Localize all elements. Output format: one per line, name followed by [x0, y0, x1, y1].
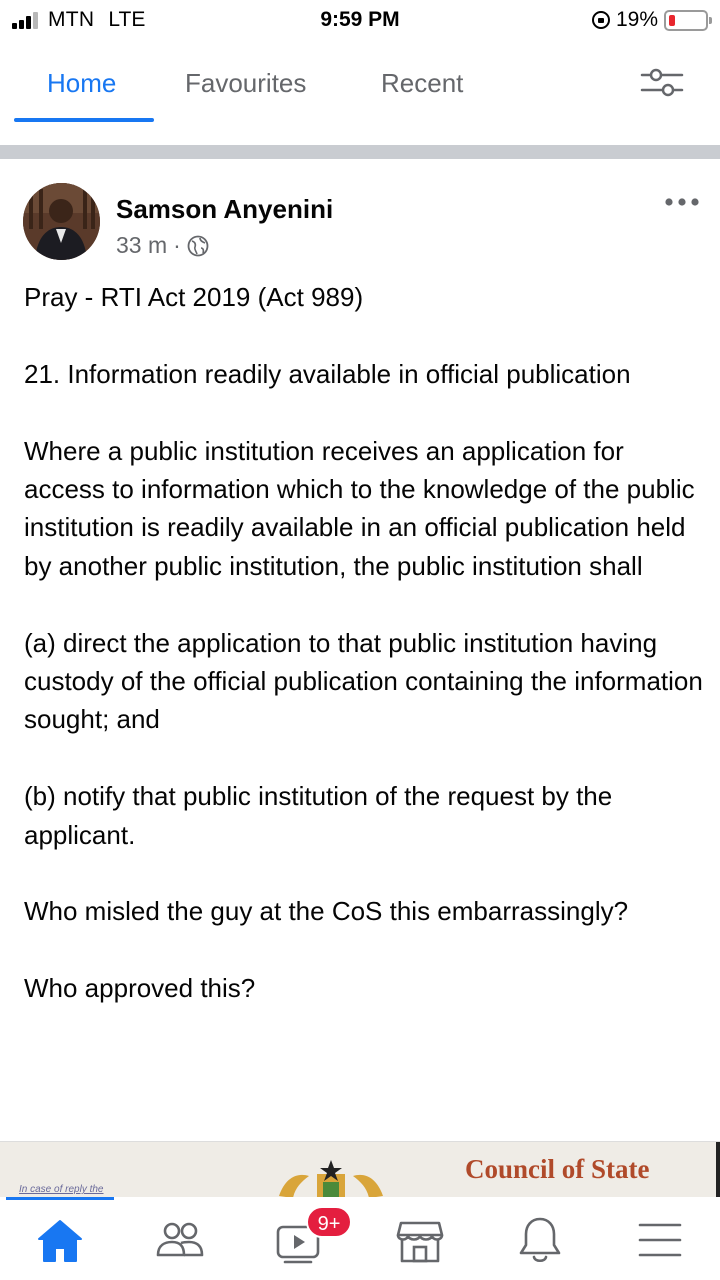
post-paragraph: Who misled the guy at the CoS this embarrassingly?	[24, 896, 629, 927]
menu-icon[interactable]	[633, 1215, 687, 1265]
post-paragraph: Where a public institution receives an application for access to information which to the knowledge of the public institution is readily available in an official publication held by another public institution, the public institution shall	[24, 435, 702, 581]
notifications-icon[interactable]	[513, 1215, 567, 1265]
bottom-nav	[0, 1197, 720, 1280]
post-paragraph: Pray - RTI Act 2019 (Act 989)	[24, 282, 364, 312]
post-paragraph: 21. Information readily available in official publication	[24, 358, 631, 389]
watch-notification-badge: 9+	[306, 1206, 352, 1238]
marketplace-icon[interactable]	[393, 1215, 447, 1265]
status-right	[592, 8, 708, 32]
friends-icon[interactable]	[153, 1215, 207, 1265]
status-time: 9:59 PM	[320, 8, 400, 31]
status-bar	[0, 0, 720, 40]
network-type: LTE	[108, 8, 146, 31]
tab-favourites[interactable]: Favourites	[185, 68, 307, 98]
image-edge	[716, 1142, 720, 1197]
post-meta	[116, 232, 209, 259]
meta-separator: ·	[173, 232, 181, 258]
tab-recent[interactable]: Recent	[381, 68, 464, 98]
feed-tabs	[0, 42, 720, 124]
globe-icon	[187, 235, 209, 257]
coat-of-arms-icon	[275, 1158, 387, 1197]
post-paragraph: (a) direct the application to that public institution having custody of the official publication containing the information sought; and	[24, 627, 711, 735]
orientation-lock-icon	[592, 11, 610, 29]
council-of-state-heading: Council of State	[465, 1154, 650, 1184]
carrier-name: MTN	[48, 8, 95, 31]
battery-percent: 19%	[615, 8, 658, 31]
home-icon[interactable]	[33, 1215, 87, 1265]
filter-settings-icon[interactable]	[640, 68, 684, 98]
tab-home[interactable]: Home	[47, 68, 117, 98]
post-paragraph: Who approved this?	[24, 973, 256, 1004]
active-nav-indicator	[6, 1197, 114, 1200]
avatar[interactable]	[23, 183, 100, 260]
letter-reply-note: In case of reply the	[19, 1184, 104, 1195]
feed-divider	[0, 145, 720, 159]
post-time[interactable]: 33 m	[116, 232, 168, 258]
post-image[interactable]	[0, 1141, 720, 1197]
battery-icon	[664, 10, 708, 31]
post-author-name[interactable]: Samson Anyenini	[116, 194, 334, 224]
post-paragraph: (b) notify that public institution of the request by the applicant.	[24, 781, 620, 850]
more-options-icon[interactable]	[664, 193, 700, 211]
active-tab-indicator	[14, 118, 154, 122]
post-text	[24, 278, 711, 1046]
